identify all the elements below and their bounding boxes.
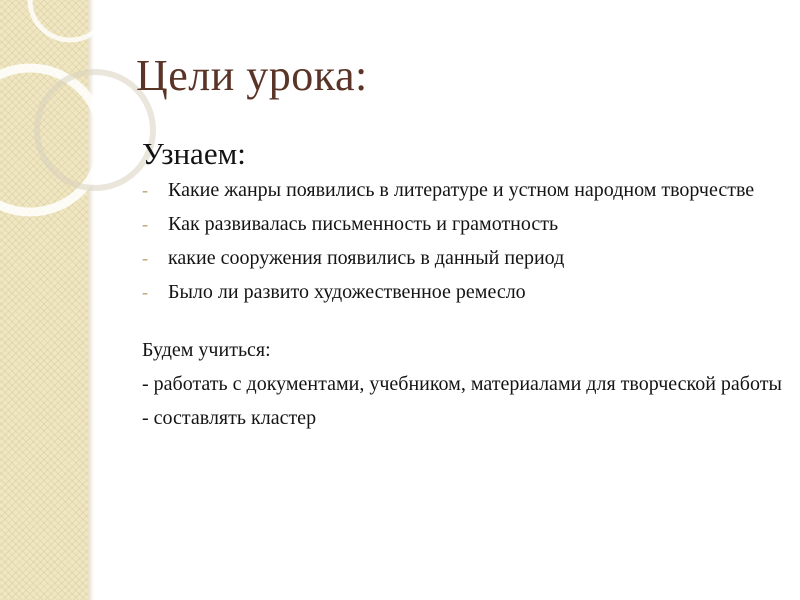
list-item [138,212,788,236]
dash-bullet-icon: - [142,180,148,200]
study-list [138,372,788,430]
section-gap [138,314,788,338]
list-item-text: Было ли развито художественное ремесло [168,281,526,303]
list-item: - работать с документами, учебником, материалами для творческой работы [142,373,782,395]
slide-title: Цели урока: [136,51,368,100]
dash-bullet-icon: - [142,214,148,234]
slide-content [138,136,788,440]
list-item [138,246,788,270]
section-learn-heading: Узнаем: [142,136,246,171]
learn-list [138,178,788,304]
sidebar-edge-shadow [88,0,94,600]
list-item [138,280,788,304]
list-item: - составлять кластер [142,407,317,429]
list-item [138,178,788,202]
section-study-heading: Будем учиться: [142,339,271,361]
list-item-text: Как развивалась письменность и грамотность [168,213,559,235]
sidebar-pattern [0,0,88,600]
list-item-text: какие сооружения появились в данный период [168,247,565,269]
decorative-sidebar [0,0,88,600]
list-item-text: Какие жанры появились в литературе и устном народном творчестве [168,179,755,201]
dash-bullet-icon: - [142,248,148,268]
dash-bullet-icon: - [142,282,148,302]
